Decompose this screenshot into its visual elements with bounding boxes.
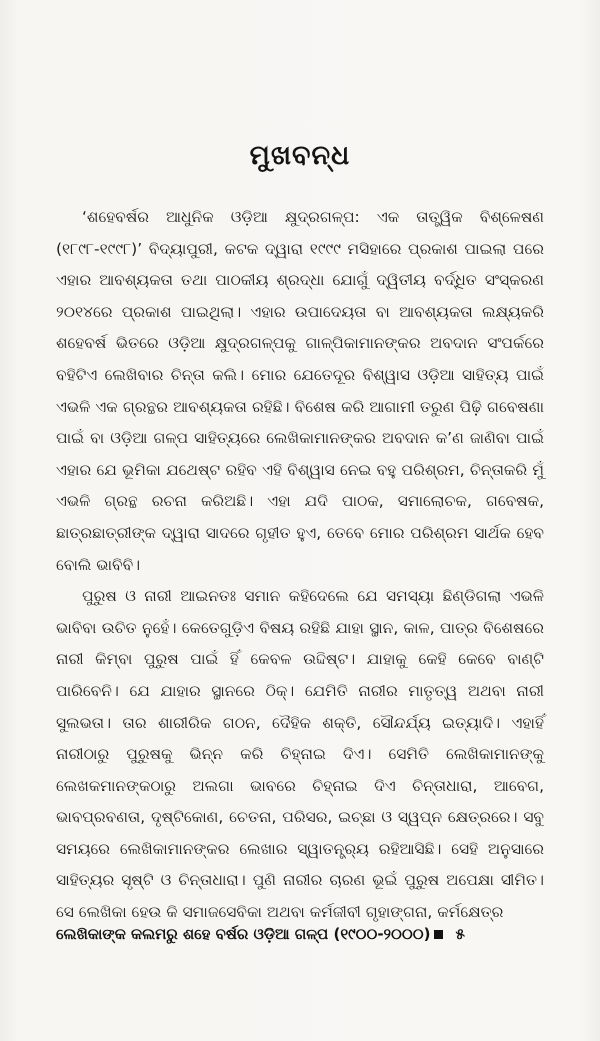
paragraph-1: ‘ଶହେବର୍ଷର ଆଧୁନିକ ଓଡ଼ିଆ କ୍ଷୁଦ୍ରଗଳ୍ପ: ଏକ ତାତ୍ତ୍ୱିକ ବିଶ୍ଳେଷଣ (୧୮୯୮-୧୯୯୮)’ ବିଦ୍ୟାପୁରୀ, କଟକ ଦ୍ୱାରା ୧୯୯୯ ମସିହାରେ ପ୍ରକାଶ ପାଇଲା ପରେ ଏହାର ଆବଶ୍ୟକତା ତଥା ପାଠକୀୟ ଶ୍ରଦ୍ଧା ଯୋଗୁଁ ଦ୍ୱିତୀୟ ବର୍ଦ୍ଧିତ ସଂସ୍କରଣ ୨୦୧୪ରେ ପ୍ରକାଶ ପାଇଥିଲା। ଏହାର ଉପାଦେୟତା ବା ଆବଶ୍ୟକତା ଲକ୍ଷ୍ୟକରି ଶହେବର୍ଷ ଭିତରେ ଓଡ଼ିଆ କ୍ଷୁଦ୍ରଗଳ୍ପକୁ ଗାଳ୍ପିକାମାନଙ୍କର ଅବଦାନ ସଂପର୍କରେ ବହିଟିଏ ଲେଖିବାର ଚିନ୍ତା କଲି। ମୋର ଯେତେଦୂର ବିଶ୍ୱାସ ଓଡ଼ିଆ ସାହିତ୍ୟ ପାଇଁ ଏଭଳି ଏକ ଗ୍ରନ୍ଥର ଆବଶ୍ୟକତା ରହିଛି। ବିଶେଷ କରି ଆଗାମୀ ତରୁଣ ପିଢ଼ି ଗବେଷଣା ପାଇଁ ବା ଓଡ଼ିଆ ଗଳ୍ପ ସାହିତ୍ୟରେ ଲେଖିକାମାନଙ୍କର ଅବଦାନ କ’ଣ ଜାଣିବା ପାଇଁ ଏହାର ଯେ ଭୂମିକା ଯଥେଷ୍ଟ ରହିବ ଏହି ବିଶ୍ୱାସ ନେଇ ବହୁ ପରିଶ୍ରମ, ଚିନ୍ତାକରି ମୁଁ ଏଭଳି ଗ୍ରନ୍ଥ ରଚନା କରିଅଛି। ଏହା ଯଦି ପାଠକ, ସମାଲୋଚକ, ଗବେଷକ, ଛାତ୍ରଛାତ୍ରୀଙ୍କ ଦ୍ୱାରା ସାଦରେ ଗୃହୀତ ହୁଏ, ତେବେ ମୋର ପରିଶ୍ରମ ସାର୍ଥକ ହେବ ବୋଲି ଭାବିବି। [56,208,544,574]
page-title: ମୁଖବନ୍ଧ [249,140,351,171]
footer-book-title: ଲେଖିକାଙ୍କ କଲମରୁ ଶହେ ବର୍ଷର ଓଡ଼ିଆ ଗଳ୍ପ (୧୯୦୦-୨୦୦୦) [56,925,431,943]
paragraph-2: ପୁରୁଷ ଓ ନାରୀ ଆଇନତଃ ସମାନ କହିଦେଲେ ଯେ ସମସ୍ୟା ଛିଣ୍ଡିଗଲା ଏଭଳି ଭାବିବା ଉଚିତ ନୁହେଁ। କେତେଗୁଡ଼ିଏ ବିଷୟ ରହିଛି ଯାହା ସ୍ଥାନ, କାଳ, ପାତ୍ର ବିଶେଷରେ ନାରୀ କିମ୍ବା ପୁରୁଷ ପାଇଁ ହିଁ କେବଳ ଉଦ୍ଦିଷ୍ଟ। ଯାହାକୁ କେହି କେବେ ବାଣ୍ଟି ପାରିବେନି। ଯେ ଯାହାର ସ୍ଥାନରେ ଠିକ୍। ଯେମିତି ନାରୀର ମାତୃତ୍ୱ ଅଥବା ନାରୀ ସୁଲଭତା। ତାର ଶାରୀରିକ ଗଠନ, ଦୈହିକ ଶକ୍ତି, ସୌନ୍ଦର୍ଯ୍ୟ ଇତ୍ୟାଦି। ଏହାହିଁ ନାରୀଠାରୁ ପୁରୁଷକୁ ଭିନ୍ନ କରି ଚିହ୍ନାଇ ଦିଏ। ସେମିତି ଲେଖିକାମାନଙ୍କୁ ଲେଖକମାନଙ୍କଠାରୁ ଅଲଗା ଭାବରେ ଚିହ୍ନାଇ ଦିଏ ଚିନ୍ତାଧାରା, ଆବେଗ, ଭାବପ୍ରବଣତା, ଦୃଷ୍ଟିକୋଣ, ଚେତନା, ପରିସର, ଇଚ୍ଛା ଓ ସ୍ୱପ୍ନ କ୍ଷେତ୍ରରେ। ସବୁ ସମୟରେ ଲେଖିକାମାନଙ୍କର ଲେଖାର ସ୍ୱାତନ୍ତ୍ର୍ୟ ରହିଆସିଛି। ସେହି ଅନୁସାରେ ସାହିତ୍ୟର ସୃଷ୍ଟି ଓ ଚିନ୍ତାଧାରା। ପୁଣି ନାରୀର ଚାରଣ ଭୂଇଁ ପୁରୁଷ ଅପେକ୍ଷା ସୀମିତ। ସେ ଲେଖିକା ହେଉ କି ସମାଜସେବିକା ଅଥବା କର୍ମଜୀବୀ ଗୃହାଙ୍ଗନା, କର୍ମକ୍ଷେତ୍ର [56,587,544,922]
running-footer [56,925,544,943]
page-number: ୫ [455,925,465,943]
square-bullet-icon [434,930,443,939]
body-text [56,202,544,929]
